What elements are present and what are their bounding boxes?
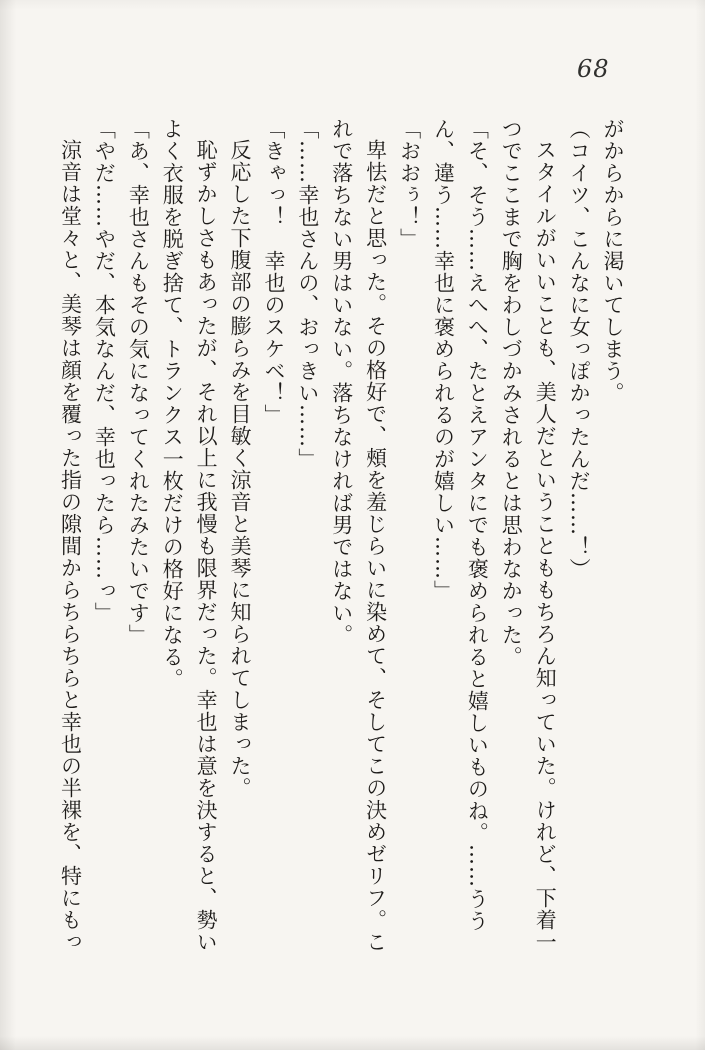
body-text xyxy=(51,118,629,958)
page-number: 68 xyxy=(577,55,610,83)
paragraph: 「……幸也さんの、おっきい……」 xyxy=(295,118,320,470)
paragraph: （コイツ、こんなに女っぽかったんだ……！） xyxy=(567,118,592,580)
paragraph: がからからに渇いてしまう。 xyxy=(601,118,625,404)
paragraph: 反応した下腹部の膨らみを目敏く涼音と美琴に知られてしまった。 xyxy=(228,139,253,799)
paragraph: 「そ、そう……えへへ、たとえアンタにでも褒められると嬉しいものね。……ううん、違う……幸也に褒められるのが嬉しい……」 xyxy=(431,118,490,932)
paragraph: 恥ずかしさもあったが、それ以上に我慢も限界だった。幸也は意を決すると、勢いよく衣服を脱ぎ捨て、トランクス一枚だけの格好になる。 xyxy=(160,118,219,953)
paragraph: 「やだ……やだ、本気なんだ、幸也ったら……っ」 xyxy=(92,118,117,624)
paragraph: スタイルがいいことも、美人だということももちろん知っていた。けれど、下着一つでここまで胸をわしづかみされるとは思わなかった。 xyxy=(499,118,558,953)
paragraph: 涼音は堂々と、美琴は顔を覆った指の隙間からちらちらと幸也の半裸を、特にもっ xyxy=(58,139,83,953)
paragraph: 「おおぅ！」 xyxy=(397,118,422,250)
paragraph: 「あ、幸也さんもその気になってくれたみたいです」 xyxy=(126,118,151,646)
paragraph: 「きゃっ！ 幸也のスケベ！」 xyxy=(261,118,286,426)
paragraph: 卑怯だと思った。その格好で、頰を羞じらいに染めて、そしてこの決めゼリフ。これで落ちない男はいない。落ちなければ男ではない。 xyxy=(329,118,388,953)
